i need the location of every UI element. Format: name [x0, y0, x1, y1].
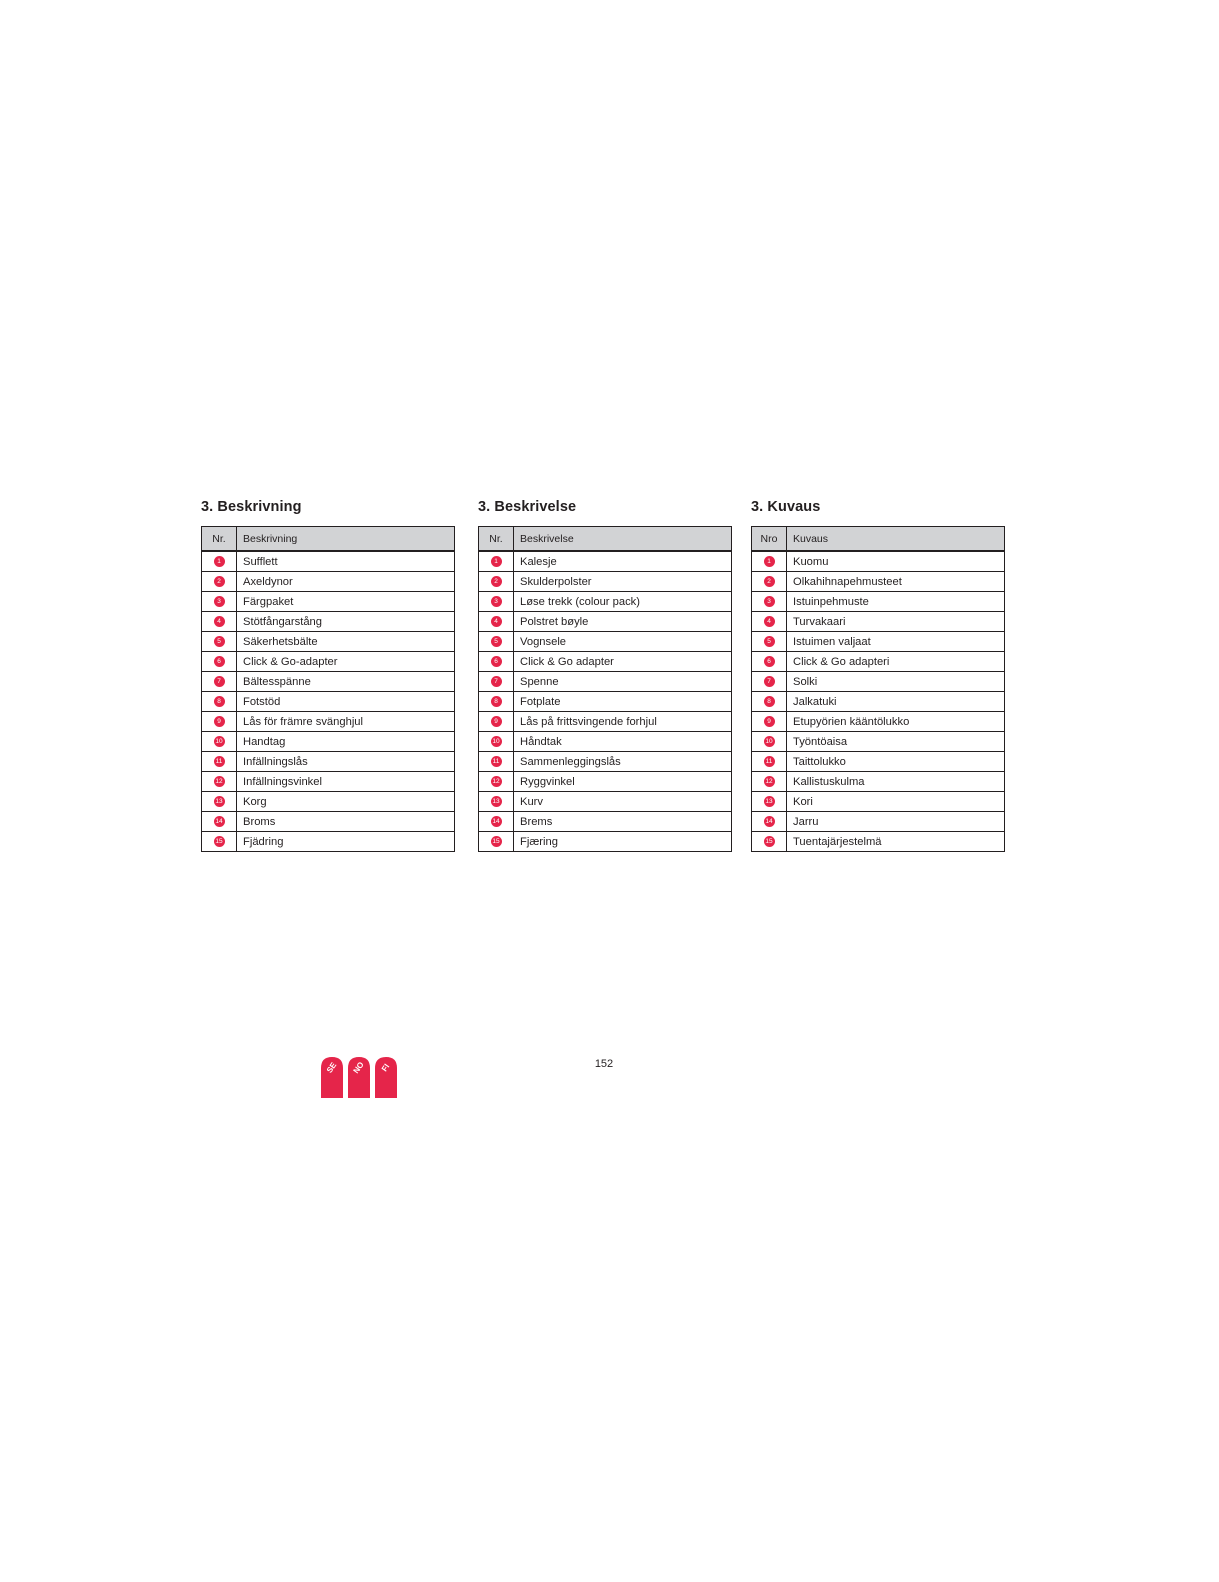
item-number-cell: [479, 652, 514, 672]
item-number-cell: [479, 632, 514, 652]
table-row: [752, 551, 1005, 572]
table-row: [479, 632, 732, 652]
item-number-badge: 1: [764, 556, 775, 567]
item-description: Axeldynor: [237, 572, 455, 592]
item-number-cell: [752, 752, 787, 772]
item-number-badge: 3: [214, 596, 225, 607]
item-number-badge: 2: [491, 576, 502, 587]
table-row: [202, 732, 455, 752]
item-number-cell: [202, 592, 237, 612]
table-row: [479, 832, 732, 852]
item-number-cell: [479, 692, 514, 712]
parts-table: [201, 526, 455, 852]
column-header-nr: Nro: [752, 527, 787, 552]
item-number-badge: 3: [764, 596, 775, 607]
item-number-badge: 4: [214, 616, 225, 627]
table-row: [202, 632, 455, 652]
table-row: [479, 812, 732, 832]
item-number-badge: 1: [491, 556, 502, 567]
item-description: Stötfångarstång: [237, 612, 455, 632]
item-number-cell: [479, 672, 514, 692]
item-number-cell: [202, 551, 237, 572]
table-row: [479, 572, 732, 592]
table-row: [752, 752, 1005, 772]
language-tab-label: FI: [379, 1062, 392, 1074]
item-description: Ryggvinkel: [514, 772, 732, 792]
item-number-cell: [752, 712, 787, 732]
column-header-nr: Nr.: [479, 527, 514, 552]
item-number-badge: 13: [492, 797, 500, 805]
item-description: Sammenleggingslås: [514, 752, 732, 772]
table-row: [479, 732, 732, 752]
item-description: Kurv: [514, 792, 732, 812]
table-row: [202, 752, 455, 772]
item-number-badge: 2: [764, 576, 775, 587]
item-description: Broms: [237, 812, 455, 832]
table-header-row: [752, 527, 1005, 552]
item-number-badge: 4: [764, 616, 775, 627]
item-number-cell: [202, 692, 237, 712]
item-number-cell: [479, 772, 514, 792]
table-row: [479, 692, 732, 712]
item-number-cell: [479, 812, 514, 832]
item-description: Click & Go-adapter: [237, 652, 455, 672]
item-description: Turvakaari: [787, 612, 1005, 632]
section-title: 3. Beskrivning: [201, 499, 302, 515]
item-number-badge: 4: [491, 616, 502, 627]
item-number-cell: [752, 772, 787, 792]
item-description: Säkerhetsbälte: [237, 632, 455, 652]
item-number-cell: [479, 752, 514, 772]
language-tab-label: NO: [351, 1060, 366, 1076]
item-number-badge: 14: [765, 817, 773, 825]
item-description: Infällningslås: [237, 752, 455, 772]
table-row: [202, 772, 455, 792]
item-number-badge: 11: [491, 756, 502, 767]
item-number-badge: 3: [491, 596, 502, 607]
item-number-badge: 9: [764, 716, 775, 727]
table-row: [202, 572, 455, 592]
table-row: [752, 712, 1005, 732]
item-description: Fjädring: [237, 832, 455, 852]
item-description: Skulderpolster: [514, 572, 732, 592]
table-row: [752, 732, 1005, 752]
table-row: [202, 832, 455, 852]
item-number-badge: 6: [491, 656, 502, 667]
item-number-badge: 5: [764, 636, 775, 647]
item-number-badge: 11: [214, 756, 225, 767]
item-number-cell: [752, 572, 787, 592]
item-number-cell: [752, 592, 787, 612]
item-number-cell: [479, 832, 514, 852]
item-number-badge: 2: [214, 576, 225, 587]
item-number-cell: [752, 732, 787, 752]
item-number-cell: [479, 732, 514, 752]
table-row: [752, 672, 1005, 692]
item-description: Click & Go adapter: [514, 652, 732, 672]
section-title: 3. Kuvaus: [751, 499, 821, 515]
table-row: [202, 612, 455, 632]
item-description: Etupyörien kääntölukko: [787, 712, 1005, 732]
table-row: [752, 772, 1005, 792]
item-number-badge: 12: [765, 777, 773, 785]
item-description: Spenne: [514, 672, 732, 692]
item-number-badge: 10: [215, 737, 223, 745]
item-number-badge: 6: [764, 656, 775, 667]
item-description: Tuentajärjestelmä: [787, 832, 1005, 852]
item-description: Click & Go adapteri: [787, 652, 1005, 672]
item-description: Sufflett: [237, 551, 455, 572]
item-description: Istuinpehmuste: [787, 592, 1005, 612]
table-header-row: [202, 527, 455, 552]
item-number-cell: [202, 652, 237, 672]
item-number-cell: [479, 572, 514, 592]
table-row: [202, 652, 455, 672]
section-title: 3. Beskrivelse: [478, 499, 577, 515]
table-row: [752, 572, 1005, 592]
item-description: Kuomu: [787, 551, 1005, 572]
item-number-badge: 14: [492, 817, 500, 825]
item-description: Korg: [237, 792, 455, 812]
table-row: [202, 812, 455, 832]
item-number-cell: [752, 792, 787, 812]
item-number-cell: [202, 612, 237, 632]
item-number-cell: [202, 632, 237, 652]
item-number-cell: [202, 752, 237, 772]
section-kuvaus: [751, 498, 1005, 852]
item-number-cell: [202, 672, 237, 692]
item-description: Brems: [514, 812, 732, 832]
item-number-cell: [479, 792, 514, 812]
item-description: Jalkatuki: [787, 692, 1005, 712]
item-number-badge: 13: [215, 797, 223, 805]
table-row: [752, 592, 1005, 612]
item-number-cell: [752, 692, 787, 712]
item-number-cell: [752, 812, 787, 832]
item-description: Lås på frittsvingende forhjul: [514, 712, 732, 732]
item-number-badge: 12: [492, 777, 500, 785]
item-number-badge: 10: [492, 737, 500, 745]
item-number-badge: 15: [765, 837, 773, 845]
language-tab-se: [321, 1057, 343, 1098]
item-description: Fjæring: [514, 832, 732, 852]
item-number-cell: [479, 551, 514, 572]
item-number-badge: 10: [765, 737, 773, 745]
item-number-cell: [479, 612, 514, 632]
item-number-cell: [752, 652, 787, 672]
item-number-badge: 11: [764, 756, 775, 767]
item-description: Työntöaisa: [787, 732, 1005, 752]
table-row: [752, 652, 1005, 672]
table-row: [479, 592, 732, 612]
item-number-badge: 6: [214, 656, 225, 667]
item-number-cell: [202, 792, 237, 812]
item-number-badge: 8: [214, 696, 225, 707]
column-header-description: Beskrivelse: [514, 527, 732, 552]
item-number-badge: 7: [214, 676, 225, 687]
item-number-cell: [202, 732, 237, 752]
item-number-badge: 8: [764, 696, 775, 707]
item-number-cell: [752, 832, 787, 852]
item-description: Vognsele: [514, 632, 732, 652]
table-row: [479, 672, 732, 692]
section-beskrivelse: [478, 498, 732, 852]
item-number-badge: 8: [491, 696, 502, 707]
section-beskrivning: [201, 498, 455, 852]
item-description: Fotplate: [514, 692, 732, 712]
table-row: [479, 772, 732, 792]
table-row: [752, 832, 1005, 852]
item-number-cell: [202, 572, 237, 592]
item-number-cell: [479, 592, 514, 612]
item-description: Polstret bøyle: [514, 612, 732, 632]
item-description: Solki: [787, 672, 1005, 692]
page-number: 152: [594, 1058, 614, 1070]
item-description: Bältesspänne: [237, 672, 455, 692]
language-tab-no: [348, 1057, 370, 1098]
table-row: [479, 551, 732, 572]
table-row: [752, 612, 1005, 632]
item-number-cell: [202, 712, 237, 732]
item-description: Løse trekk (colour pack): [514, 592, 732, 612]
item-number-badge: 14: [215, 817, 223, 825]
table-row: [479, 712, 732, 732]
item-description: Jarru: [787, 812, 1005, 832]
table-row: [479, 792, 732, 812]
item-number-cell: [752, 632, 787, 652]
item-number-badge: 1: [214, 556, 225, 567]
item-description: Kori: [787, 792, 1005, 812]
item-number-badge: 9: [214, 716, 225, 727]
item-description: Kallistuskulma: [787, 772, 1005, 792]
language-tab-fi: [375, 1057, 397, 1098]
item-description: Olkahihnapehmusteet: [787, 572, 1005, 592]
table-row: [202, 672, 455, 692]
item-number-badge: 15: [215, 837, 223, 845]
item-number-cell: [752, 551, 787, 572]
item-number-badge: 9: [491, 716, 502, 727]
item-number-cell: [752, 672, 787, 692]
language-tab-label: SE: [324, 1060, 339, 1075]
table-row: [202, 592, 455, 612]
item-description: Istuimen valjaat: [787, 632, 1005, 652]
table-header-row: [479, 527, 732, 552]
item-number-cell: [202, 812, 237, 832]
table-row: [479, 612, 732, 632]
table-row: [479, 652, 732, 672]
item-description: Handtag: [237, 732, 455, 752]
parts-table: [478, 526, 732, 852]
item-description: Lås för främre svänghjul: [237, 712, 455, 732]
table-row: [752, 632, 1005, 652]
parts-table: [751, 526, 1005, 852]
table-row: [202, 692, 455, 712]
table-row: [752, 692, 1005, 712]
item-description: Fotstöd: [237, 692, 455, 712]
item-number-cell: [479, 712, 514, 732]
table-row: [202, 551, 455, 572]
column-header-description: Beskrivning: [237, 527, 455, 552]
item-number-badge: 5: [491, 636, 502, 647]
item-number-badge: 12: [215, 777, 223, 785]
language-tabs: [321, 1054, 401, 1100]
table-row: [479, 752, 732, 772]
column-header-description: Kuvaus: [787, 527, 1005, 552]
item-number-badge: 15: [492, 837, 500, 845]
item-description: Infällningsvinkel: [237, 772, 455, 792]
item-number-badge: 13: [765, 797, 773, 805]
item-description: Färgpaket: [237, 592, 455, 612]
table-row: [752, 792, 1005, 812]
item-number-badge: 5: [214, 636, 225, 647]
table-row: [752, 812, 1005, 832]
item-number-cell: [202, 832, 237, 852]
table-row: [202, 712, 455, 732]
item-number-cell: [752, 612, 787, 632]
item-number-badge: 7: [491, 676, 502, 687]
item-description: Håndtak: [514, 732, 732, 752]
item-number-badge: 7: [764, 676, 775, 687]
item-description: Kalesje: [514, 551, 732, 572]
item-description: Taittolukko: [787, 752, 1005, 772]
column-header-nr: Nr.: [202, 527, 237, 552]
table-row: [202, 792, 455, 812]
item-number-cell: [202, 772, 237, 792]
